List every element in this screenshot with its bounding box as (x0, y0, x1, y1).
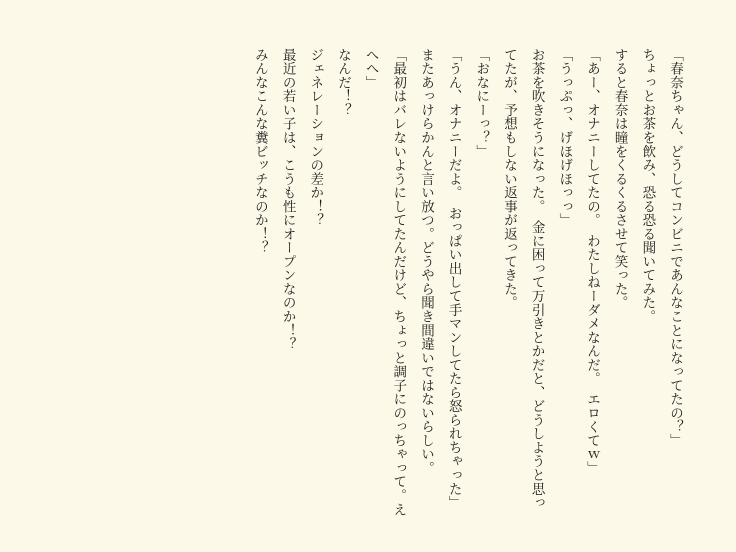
paragraph: 「おなにーっ？」 (473, 48, 490, 159)
paragraph: またあっけらかんと言い放つ。どうやら聞き間違いではないらしい。 (417, 48, 434, 475)
paragraph: 「あー、オナニーしてたの。 わたしねーダメなんだ。 エロくてｗ」 (583, 48, 600, 476)
paragraph: ちょっとお茶を飲み、恐る恐る聞いてみた。 (639, 48, 656, 324)
paragraph: 最近の若い子は、こうも性にオープンなのか！？ (279, 48, 296, 351)
paragraph: 「最初はバレないようにしてたんだけど、ちょっと調子にのっちゃって。えへへ」 (362, 48, 407, 517)
paragraph: お茶を吹きそうになった。 金に困って万引きとかだと、どうしようと思ってたが、予想もしない返事が返ってきた。 (500, 48, 545, 510)
paragraph: 「うっぷっ、げほげほっっ」 (556, 48, 573, 228)
paragraph: みんなこんな糞ビッチなのか！？ (251, 48, 268, 255)
vertical-japanese-text-body (245, 48, 688, 518)
paragraph: 「春奈ちゃん、どうしてコンビニであんなことになってたの？」 (667, 48, 683, 448)
paragraph: 「うん、オナニーだよ。 おっぱい出して手マンしてたら怒られちゃった」 (445, 48, 462, 510)
paragraph: なんだ！？ (334, 48, 351, 117)
paragraph: ジェネレーションの差か！？ (307, 48, 324, 228)
paragraph: すると春奈は瞳をくるくるさせて笑った。 (611, 48, 628, 310)
